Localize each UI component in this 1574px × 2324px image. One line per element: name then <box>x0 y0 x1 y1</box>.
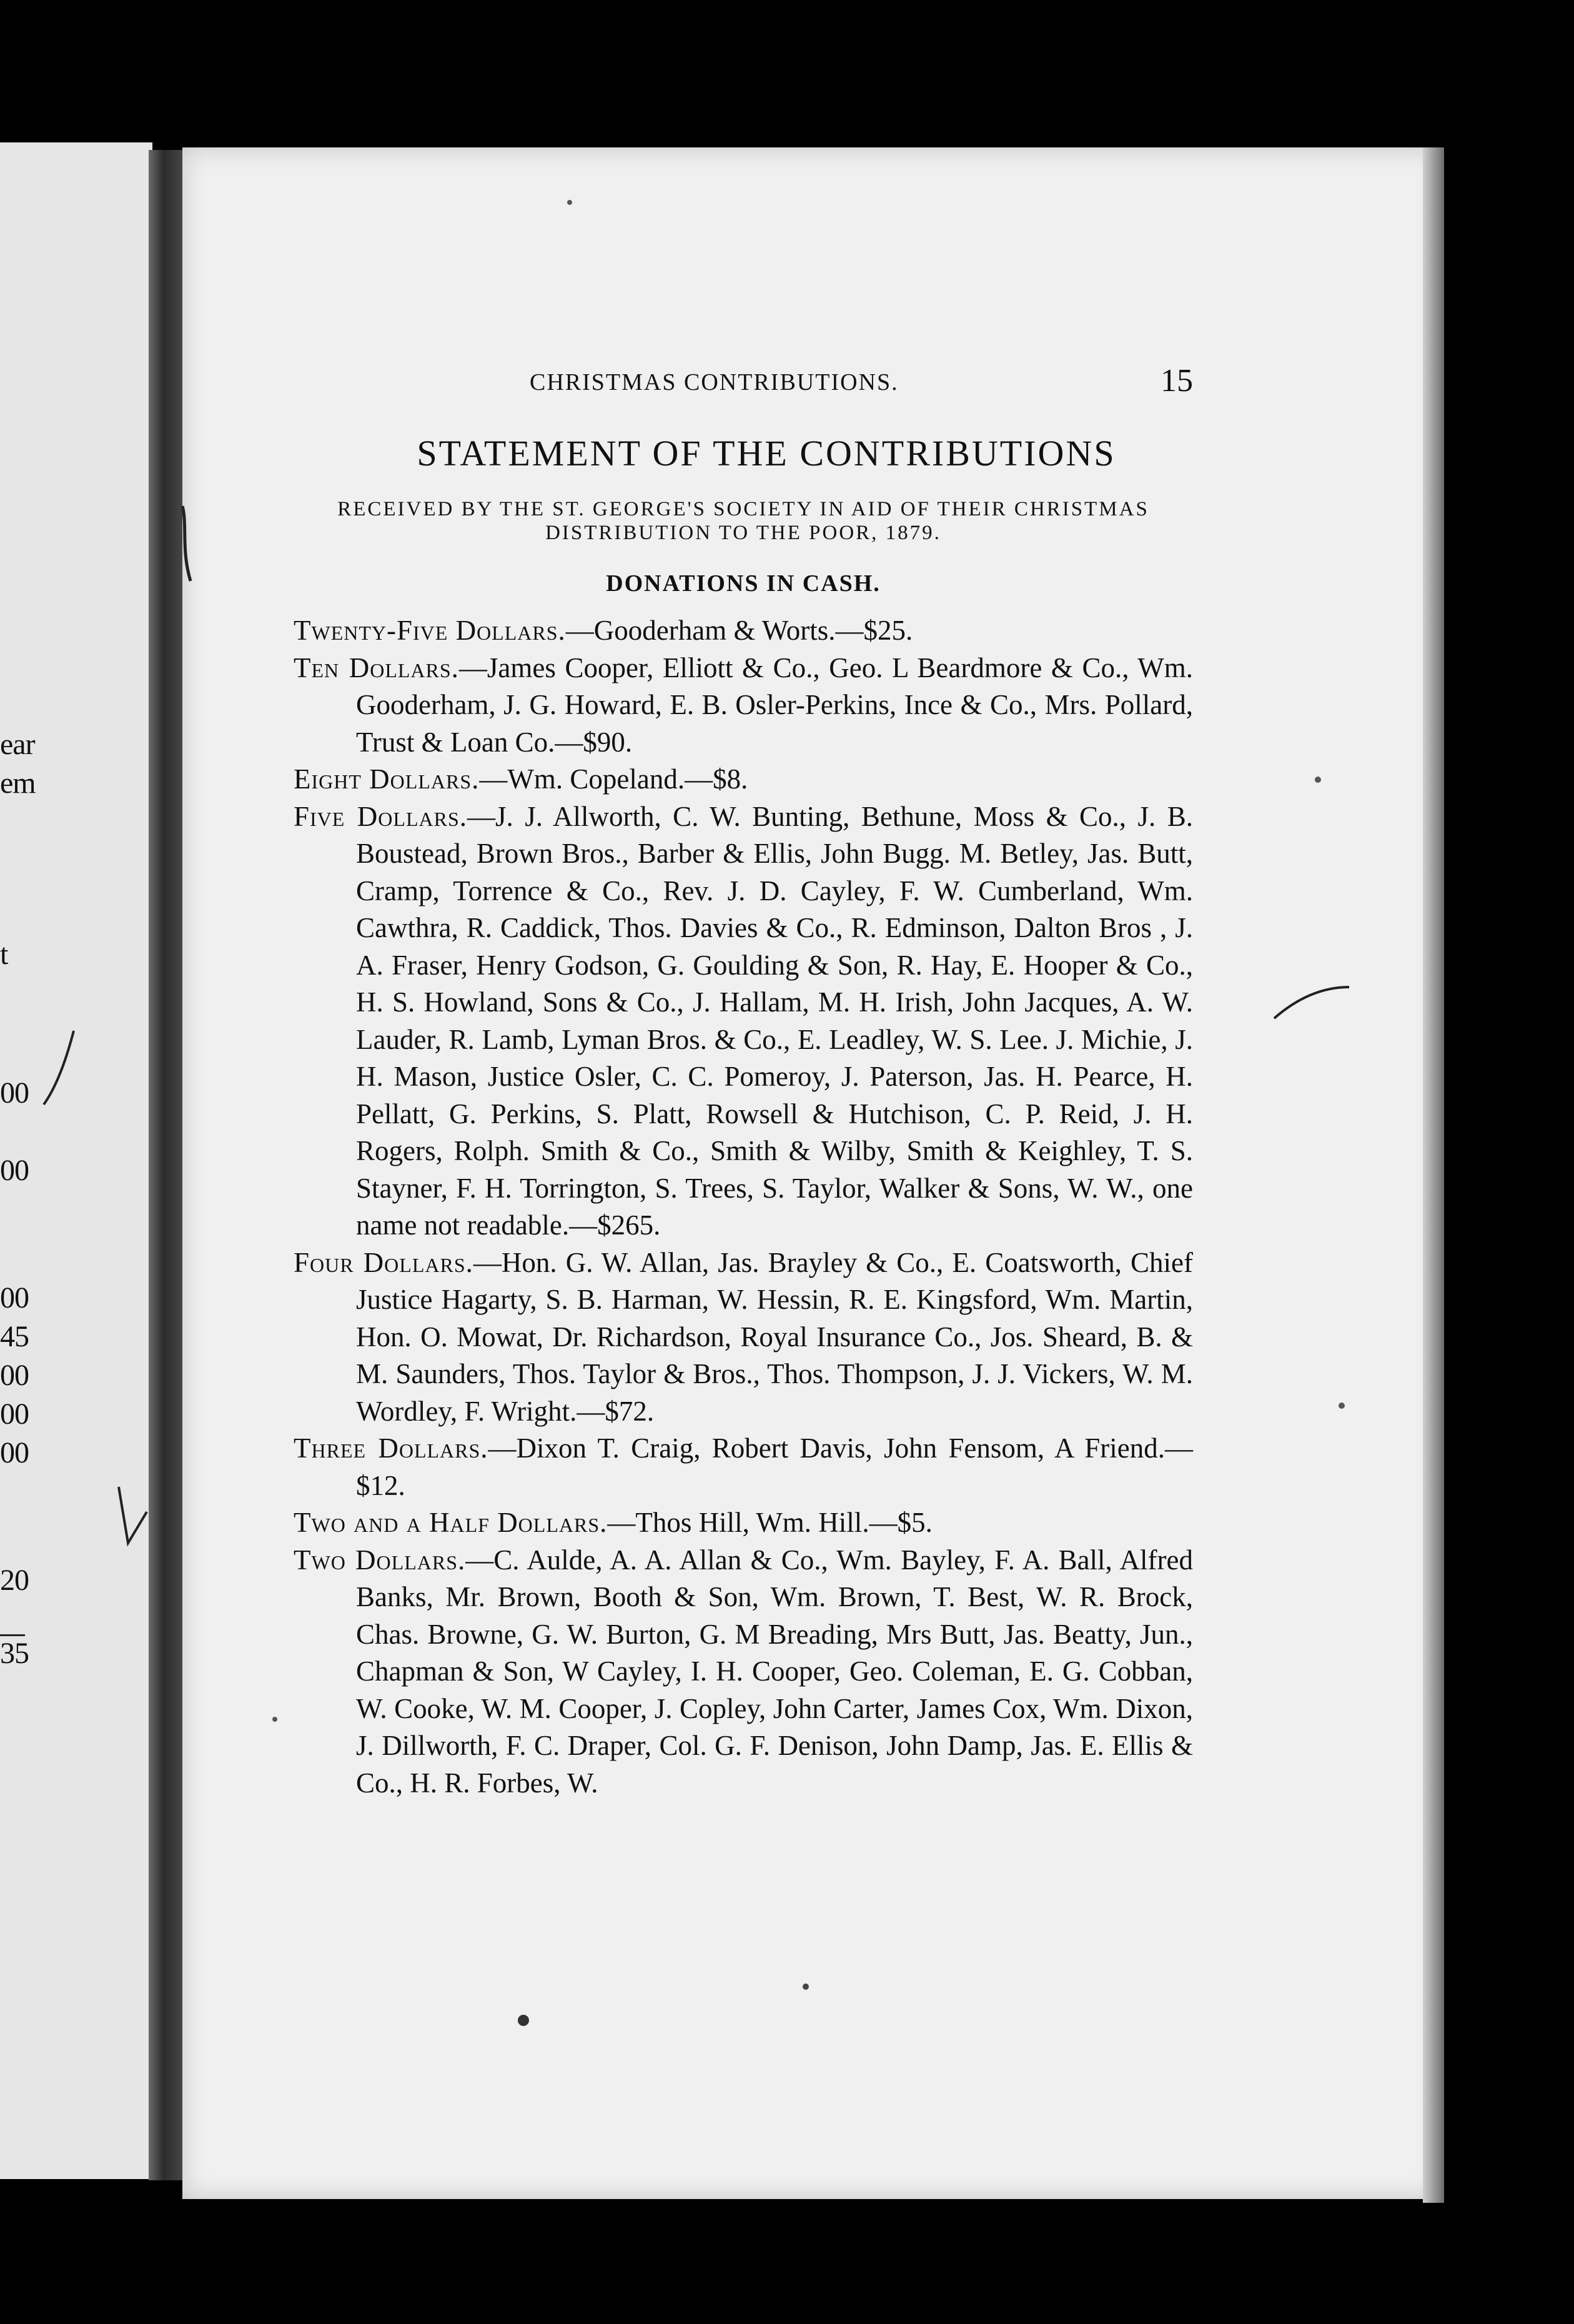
fragment-text: t <box>0 938 8 971</box>
fragment-text: 00 <box>0 1076 29 1110</box>
page-title: STATEMENT OF THE CONTRIBUTIONS <box>417 433 1116 474</box>
donation-names: —Dixon T. Craig, Robert Davis, John Fensom, A Friend.—$12. <box>356 1433 1193 1501</box>
section-heading: DONATIONS IN CASH. <box>606 570 881 597</box>
donation-names: —J. J. Allworth, C. W. Bunting, Bethune, Moss & Co., J. B. Boustead, Brown Bros., Barber & Ellis, John Bugg. M. Betley, Jas. Butt, Cramp, Torrence & Co., Rev. J. D. Cayley, F. W. Cumberland, Wm. Cawthra, R. Caddick, Thos. Davies & Co., R. Edminson, Dalton Bros , J. A. Fraser, Henry Godson, G. Goulding & Son, R. Hay, E. Hooper & Co., H. S. Howland, Sons & Co., J. Hallam, M. H. Irish, John Jacques, A. W. Lauder, R. Lamb, Lyman Bros. & Co., E. Leadley, W. S. Lee. J. Michie, J. H. Mason, Justice Osler, C. C. Pomeroy, J. Paterson, Jas. H. Pearce, H. Pellatt, G. Perkins, S. Platt, Rowsell & Hutchison, C. P. Reid, J. H. Rogers, Rolph. Smith & Co., Smith & Wilby, Smith & Keighley, T. S. Stayner, F. H. Torrington, S. Trees, S. Taylor, Walker & Sons, W. W., one name not readable.—$265. <box>356 800 1194 1241</box>
donation-entry <box>294 1430 1193 1504</box>
donation-names: —Thos Hill, Wm. Hill.—$5. <box>607 1507 933 1538</box>
donation-names: —Gooderham & Worts.—$25. <box>565 615 913 646</box>
fragment-text: em <box>0 767 36 800</box>
page-number: 15 <box>1161 363 1193 399</box>
fragment-text: 00 <box>0 1281 29 1314</box>
donation-amount-heading: Four Dollars. <box>294 1246 473 1278</box>
fragment-text: 00 <box>0 1436 29 1469</box>
donation-names: —Wm. Copeland.—$8. <box>479 763 748 795</box>
donation-amount-heading: Ten Dollars. <box>294 652 459 683</box>
donation-amount-heading: Twenty-Five Dollars. <box>294 615 566 646</box>
fragment-text: 00 <box>0 1398 29 1431</box>
donation-entry <box>294 761 1193 798</box>
donation-entry <box>294 1542 1193 1802</box>
donation-entry <box>294 1244 1193 1431</box>
donation-amount-heading: Three Dollars. <box>294 1433 488 1464</box>
fragment-text: ear <box>0 728 35 761</box>
page-edge <box>1423 147 1444 2203</box>
donation-names: —James Cooper, Elliott & Co., Geo. L Beardmore & Co., Wm. Gooderham, J. G. Howard, E. B. Osler-Perkins, Ince & Co., Mrs. Pollard, Trust & Loan Co.—$90. <box>356 652 1193 758</box>
donation-names: —C. Aulde, A. A. Allan & Co., Wm. Bayley, F. A. Ball, Alfred Banks, Mr. Brown, Booth & Son, Wm. Brown, T. Best, W. R. Brock, Chas. Browne, G. W. Burton, G. M Breading, Mrs Butt, Jas. Beatty, Jun., Chapman & Son, W Cayley, I. H. Cooper, Geo. Coleman, E. G. Cobban, W. Cooke, W. M. Cooper, J. Copley, John Carter, James Cox, Wm. Dixon, J. Dillworth, F. C. Draper, Col. G. F. Denison, John Damp, Jas. E. Ellis & Co., H. R. Forbes, W. <box>356 1544 1193 1799</box>
donation-amount-heading: Eight Dollars. <box>294 763 480 795</box>
fragment-text: 20 <box>0 1564 29 1597</box>
book-gutter <box>149 150 186 2180</box>
running-head <box>294 362 1193 400</box>
donation-amount-heading: Two Dollars. <box>294 1544 466 1576</box>
donation-amount-heading: Five Dollars. <box>294 800 468 832</box>
fragment-text: 00 <box>0 1154 29 1187</box>
page-subtitle: RECEIVED BY THE ST. GEORGE'S SOCIETY IN AID OF THEIR CHRISTMAS DISTRIBUTION TO THE POOR, 1879. <box>337 498 1149 544</box>
fragment-text: 35 <box>0 1634 25 1671</box>
donation-names: —Hon. G. W. Allan, Jas. Brayley & Co., E. Coatsworth, Chief Justice Hagarty, S. B. Harman, W. Hessin, R. E. Kingsford, Wm. Martin, Hon. O. Mowat, Dr. Richardson, Royal Insurance Co., Jos. Sheard, B. & M. Saunders, Thos. Taylor & Bros., Thos. Thompson, J. J. Vickers, W. M. Wordley, F. Wright.—$72. <box>356 1246 1193 1427</box>
donation-amount-heading: Two and a Half Dollars. <box>294 1507 608 1538</box>
donation-entry <box>294 650 1193 762</box>
donation-list <box>294 612 1193 1802</box>
fragment-text: 45 <box>0 1320 29 1353</box>
donation-entry <box>294 798 1193 1244</box>
donation-entry <box>294 612 1193 650</box>
fragment-text: 00 <box>0 1359 29 1392</box>
running-head-title: CHRISTMAS CONTRIBUTIONS. <box>530 369 899 395</box>
donation-entry <box>294 1504 1193 1542</box>
